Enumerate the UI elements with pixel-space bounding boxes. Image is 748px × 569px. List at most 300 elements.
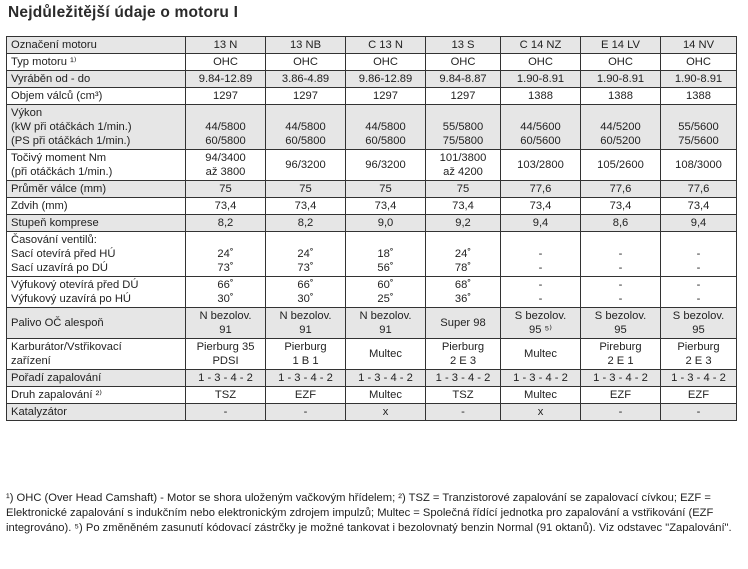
spec-table-body [7, 37, 737, 421]
cell-line: C 14 NZ [519, 39, 562, 51]
cell-line: 1388 [528, 90, 553, 102]
cell-line: - [538, 248, 543, 260]
row-label-line: Výfukový uzavírá po HÚ [11, 293, 132, 305]
row-label [7, 88, 186, 105]
cell-druh-0 [186, 387, 266, 404]
cell-line [503, 233, 578, 247]
row-label-line: Časování ventilů: [11, 234, 97, 246]
cell-line [348, 106, 423, 120]
cell-typ-1 [266, 54, 346, 71]
cell-line: Pireburg [599, 341, 642, 353]
cell-line [583, 106, 658, 120]
table-row-druh [7, 387, 737, 404]
cell-vyfuk-5 [581, 277, 661, 308]
cell-vyraben-5 [581, 71, 661, 88]
cell-objem-6 [661, 88, 737, 105]
cell-line: 75 [299, 183, 312, 195]
row-label-line: Zdvih (mm) [11, 200, 68, 212]
cell-line: TSZ [214, 389, 237, 401]
cell-line: 73,4 [609, 200, 632, 212]
cell-prumer-3 [426, 181, 501, 198]
cell-line: 96/3200 [285, 159, 326, 171]
cell-objem-3 [426, 88, 501, 105]
cell-vyfuk-2 [346, 277, 426, 308]
cell-line: - [696, 293, 701, 305]
cell-line: 55/5600 [678, 121, 719, 133]
cell-line [188, 106, 263, 120]
cell-komprese-0 [186, 215, 266, 232]
cell-moment-5 [581, 150, 661, 181]
cell-header-2 [346, 37, 426, 54]
cell-line: Multec [524, 389, 557, 401]
table-row-prumer [7, 181, 737, 198]
cell-line: 68˚ [454, 279, 472, 291]
row-label [7, 387, 186, 404]
cell-line: 1 - 3 - 4 - 2 [671, 372, 726, 384]
cell-sani-2 [346, 232, 426, 277]
cell-vykon-6 [661, 105, 737, 150]
cell-line: 1 - 3 - 4 - 2 [435, 372, 491, 384]
cell-line: S bezolov. [594, 310, 647, 322]
cell-moment-6 [661, 150, 737, 181]
cell-line: Multec [369, 389, 402, 401]
cell-palivo-4 [501, 308, 581, 339]
cell-moment-2 [346, 150, 426, 181]
cell-line: 105/2600 [597, 159, 644, 171]
row-label-line: (při otáčkách 1/min.) [11, 166, 113, 178]
footnote: ¹) OHC (Over Head Camshaft) - Motor se shora uloženým vačkovým hřídelem; ²) TSZ = Tranzistorové zapalování se zapalovací cívkou; EZF = Elektronické zapalování s indukčním nebo elektronickým zdrojem impulzů; Multec = Společná řídící jednotka pro zapalování a vstřikování (EZF integrováno). ⁵) Po změněném zasunutí kódovací zástrčky je možné tankovat i bezolovnatý benzin Normal (91 oktanů). Viz odstavec "Zapalování". [6, 492, 732, 535]
cell-vyfuk-1 [266, 277, 346, 308]
cell-line: EZF [609, 389, 632, 401]
cell-line: - [696, 279, 701, 291]
cell-objem-5 [581, 88, 661, 105]
table-row-vyraben [7, 71, 737, 88]
cell-prumer-1 [266, 181, 346, 198]
cell-vyraben-2 [346, 71, 426, 88]
cell-line: E 14 LV [601, 39, 640, 51]
row-label [7, 105, 186, 150]
cell-vyfuk-6 [661, 277, 737, 308]
row-label-line: Sací otevírá před HÚ [11, 248, 116, 260]
cell-sani-4 [501, 232, 581, 277]
cell-typ-4 [501, 54, 581, 71]
table-row-komprese [7, 215, 737, 232]
cell-prumer-4 [501, 181, 581, 198]
row-label-line: Katalyzátor [11, 406, 67, 418]
cell-komprese-4 [501, 215, 581, 232]
cell-zdvih-1 [266, 198, 346, 215]
row-label [7, 370, 186, 387]
cell-header-5 [581, 37, 661, 54]
cell-line: 55/5800 [442, 121, 484, 133]
cell-line: 44/5800 [365, 121, 406, 133]
cell-header-3 [426, 37, 501, 54]
row-label [7, 232, 186, 277]
cell-line: 91 [379, 324, 392, 336]
cell-palivo-0 [186, 308, 266, 339]
cell-line: 8,6 [612, 217, 629, 229]
cell-druh-2 [346, 387, 426, 404]
cell-line: 13 N [213, 39, 238, 51]
table-row-header [7, 37, 737, 54]
cell-line: - [618, 262, 623, 274]
cell-line: - [461, 406, 465, 418]
cell-line: 60˚ [377, 279, 394, 291]
row-label-line: Pořadí zapalování [11, 372, 102, 384]
cell-line: 1.90-8.91 [516, 73, 565, 85]
cell-line: 1388 [686, 90, 711, 102]
cell-line: PDSI [212, 355, 239, 367]
cell-line: 1388 [608, 90, 633, 102]
cell-line: 75 [219, 183, 232, 195]
cell-druh-1 [266, 387, 346, 404]
cell-druh-5 [581, 387, 661, 404]
cell-line: Pierburg [284, 341, 327, 353]
cell-header-0 [186, 37, 266, 54]
cell-line: 66˚ [217, 279, 234, 291]
cell-moment-4 [501, 150, 581, 181]
cell-line: 75/5800 [442, 135, 484, 147]
cell-line: x [537, 406, 544, 418]
cell-line: OHC [373, 56, 398, 68]
cell-line: 9.84-8.87 [439, 73, 487, 85]
cell-palivo-2 [346, 308, 426, 339]
cell-line: 2 E 3 [685, 355, 712, 367]
cell-line: 44/5800 [285, 121, 326, 133]
cell-prumer-5 [581, 181, 661, 198]
cell-line: Super 98 [440, 317, 486, 329]
cell-line: 44/5200 [600, 121, 641, 133]
cell-typ-3 [426, 54, 501, 71]
row-label [7, 150, 186, 181]
cell-line: 60/5600 [520, 135, 561, 147]
cell-poradi-5 [581, 370, 661, 387]
cell-zdvih-3 [426, 198, 501, 215]
cell-vyraben-3 [426, 71, 501, 88]
cell-line [428, 233, 498, 247]
row-label [7, 339, 186, 370]
cell-objem-0 [186, 88, 266, 105]
cell-katalyzator-5 [581, 404, 661, 421]
cell-druh-6 [661, 387, 737, 404]
cell-line: 8,2 [297, 217, 314, 229]
cell-line: 56˚ [377, 262, 394, 274]
cell-line: - [618, 406, 623, 418]
cell-line [268, 233, 343, 247]
row-label-line: Průměr válce (mm) [11, 183, 107, 195]
row-label-line: Karburátor/Vstřikovací [11, 341, 122, 353]
row-label-line: Označení motoru [11, 39, 97, 51]
cell-line: - [538, 279, 543, 291]
cell-vykon-3 [426, 105, 501, 150]
cell-line: 1 - 3 - 4 - 2 [358, 372, 413, 384]
cell-line: 108/3000 [675, 159, 722, 171]
cell-typ-2 [346, 54, 426, 71]
cell-vyraben-6 [661, 71, 737, 88]
cell-line: 73,4 [529, 200, 552, 212]
cell-line: Multec [369, 348, 402, 360]
cell-zdvih-5 [581, 198, 661, 215]
row-label [7, 37, 186, 54]
table-row-objem [7, 88, 737, 105]
cell-line: až 4200 [443, 166, 483, 178]
cell-line [663, 233, 734, 247]
cell-line: - [696, 406, 701, 418]
cell-vyfuk-0 [186, 277, 266, 308]
cell-line: 24˚ [454, 248, 472, 260]
cell-line: Multec [524, 348, 557, 360]
cell-line: 73˚ [297, 262, 314, 274]
cell-objem-2 [346, 88, 426, 105]
cell-line: 24˚ [297, 248, 314, 260]
cell-line: 73,4 [687, 200, 710, 212]
cell-karburator-4 [501, 339, 581, 370]
row-label [7, 54, 186, 71]
cell-line: 13 NB [289, 39, 322, 51]
cell-vyraben-4 [501, 71, 581, 88]
table-row-moment [7, 150, 737, 181]
cell-line: 60/5800 [365, 135, 406, 147]
cell-moment-3 [426, 150, 501, 181]
cell-moment-1 [266, 150, 346, 181]
cell-line: 73˚ [217, 262, 234, 274]
row-label-line: zařízení [11, 355, 51, 367]
cell-karburator-1 [266, 339, 346, 370]
cell-vykon-1 [266, 105, 346, 150]
row-label-line: Typ motoru ¹⁾ [11, 56, 77, 68]
row-label-line: (kW při otáčkách 1/min.) [11, 121, 132, 133]
cell-line: OHC [608, 56, 633, 68]
cell-line: - [303, 406, 308, 418]
cell-line: 101/3800 [439, 152, 487, 164]
cell-line: 44/5800 [205, 121, 246, 133]
cell-line: 30˚ [297, 293, 314, 305]
cell-line: 73,4 [214, 200, 237, 212]
cell-line: 1.90-8.91 [674, 73, 723, 85]
cell-line: 30˚ [217, 293, 234, 305]
cell-line: 3.86-4.89 [281, 73, 330, 85]
cell-line [188, 233, 263, 247]
cell-line: 77,6 [687, 183, 710, 195]
cell-line: 1297 [213, 90, 238, 102]
cell-line: 66˚ [297, 279, 314, 291]
cell-line: OHC [450, 56, 476, 68]
cell-moment-0 [186, 150, 266, 181]
cell-line: OHC [686, 56, 711, 68]
cell-palivo-1 [266, 308, 346, 339]
cell-line: Pierburg [441, 341, 485, 353]
table-row-sani [7, 232, 737, 277]
cell-palivo-5 [581, 308, 661, 339]
cell-line: 2 E 1 [607, 355, 634, 367]
cell-line: 18˚ [377, 248, 394, 260]
cell-line: N bezolov. [359, 310, 412, 322]
cell-line: 1 - 3 - 4 - 2 [593, 372, 648, 384]
cell-line: 36˚ [454, 293, 472, 305]
cell-line: 77,6 [529, 183, 552, 195]
cell-line: 1 - 3 - 4 - 2 [513, 372, 568, 384]
cell-sani-6 [661, 232, 737, 277]
table-row-palivo [7, 308, 737, 339]
cell-prumer-0 [186, 181, 266, 198]
cell-header-6 [661, 37, 737, 54]
table-row-vyfuk [7, 277, 737, 308]
cell-line: 60/5800 [205, 135, 246, 147]
cell-poradi-1 [266, 370, 346, 387]
row-label-line: Druh zapalování ²⁾ [11, 389, 103, 401]
page-title: Nejdůležitější údaje o motoru I [8, 4, 239, 21]
cell-palivo-3 [426, 308, 501, 339]
cell-line: 94/3400 [205, 152, 246, 164]
cell-line: - [618, 248, 623, 260]
cell-line: 103/2800 [517, 159, 564, 171]
cell-line: až 3800 [205, 166, 246, 178]
cell-line: S bezolov. [672, 310, 725, 322]
cell-line: 95 [692, 324, 705, 336]
cell-line: 1297 [450, 90, 476, 102]
cell-palivo-6 [661, 308, 737, 339]
cell-vyfuk-3 [426, 277, 501, 308]
cell-zdvih-4 [501, 198, 581, 215]
cell-line: 78˚ [454, 262, 472, 274]
row-label [7, 215, 186, 232]
cell-line: - [696, 262, 701, 274]
cell-header-1 [266, 37, 346, 54]
row-label [7, 181, 186, 198]
row-label-line: Točivý moment Nm [11, 152, 107, 164]
cell-zdvih-2 [346, 198, 426, 215]
cell-line: 1 - 3 - 4 - 2 [278, 372, 333, 384]
row-label-line: Stupeň komprese [11, 217, 99, 229]
cell-line [663, 106, 734, 120]
cell-line: 75 [379, 183, 392, 195]
cell-line: 1.90-8.91 [596, 73, 645, 85]
cell-line: 44/5600 [520, 121, 561, 133]
cell-objem-4 [501, 88, 581, 105]
cell-line: 1 - 3 - 4 - 2 [198, 372, 253, 384]
cell-vykon-2 [346, 105, 426, 150]
cell-line: 60/5800 [285, 135, 326, 147]
cell-line: 1297 [373, 90, 398, 102]
cell-sani-1 [266, 232, 346, 277]
cell-line: 9,2 [455, 217, 471, 229]
cell-line: OHC [213, 56, 238, 68]
cell-line: - [696, 248, 701, 260]
cell-typ-5 [581, 54, 661, 71]
cell-line: 24˚ [217, 248, 234, 260]
cell-line [428, 106, 498, 120]
cell-line: OHC [528, 56, 553, 68]
cell-line: 9,4 [532, 217, 549, 229]
cell-line: 73,4 [294, 200, 317, 212]
cell-vyraben-0 [186, 71, 266, 88]
cell-prumer-6 [661, 181, 737, 198]
row-label-line: (PS při otáčkách 1/min.) [11, 135, 131, 147]
cell-line: 75/5600 [678, 135, 719, 147]
row-label-line: Vyráběn od - do [11, 73, 91, 85]
cell-line: 91 [219, 324, 232, 336]
cell-poradi-0 [186, 370, 266, 387]
cell-line: 9,4 [690, 217, 707, 229]
cell-line: 91 [299, 324, 312, 336]
cell-sani-3 [426, 232, 501, 277]
cell-typ-6 [661, 54, 737, 71]
cell-objem-1 [266, 88, 346, 105]
cell-komprese-3 [426, 215, 501, 232]
cell-line [503, 106, 578, 120]
cell-komprese-6 [661, 215, 737, 232]
row-label [7, 404, 186, 421]
cell-line: 9,0 [377, 217, 394, 229]
cell-poradi-6 [661, 370, 737, 387]
cell-line: 14 NV [682, 39, 715, 51]
cell-line: N bezolov. [279, 310, 332, 322]
cell-vyfuk-4 [501, 277, 581, 308]
cell-line: 75 [456, 183, 470, 195]
cell-karburator-6 [661, 339, 737, 370]
cell-line: 95 ⁵⁾ [529, 324, 552, 336]
cell-poradi-4 [501, 370, 581, 387]
cell-line [268, 106, 343, 120]
cell-komprese-1 [266, 215, 346, 232]
cell-katalyzator-6 [661, 404, 737, 421]
cell-line: 13 S [451, 39, 475, 51]
cell-poradi-3 [426, 370, 501, 387]
cell-prumer-2 [346, 181, 426, 198]
cell-line: S bezolov. [514, 310, 567, 322]
table-row-karburator [7, 339, 737, 370]
cell-katalyzator-4 [501, 404, 581, 421]
row-label [7, 71, 186, 88]
cell-header-4 [501, 37, 581, 54]
cell-katalyzator-1 [266, 404, 346, 421]
cell-katalyzator-0 [186, 404, 266, 421]
cell-line: 9.86-12.89 [358, 73, 413, 85]
row-label [7, 277, 186, 308]
cell-line: 9.84-12.89 [198, 73, 253, 85]
cell-line: 8,2 [217, 217, 234, 229]
cell-zdvih-0 [186, 198, 266, 215]
row-label-line: Palivo OČ alespoň [11, 317, 104, 329]
cell-line [348, 233, 423, 247]
table-row-vykon [7, 105, 737, 150]
cell-line: 95 [614, 324, 627, 336]
cell-line: N bezolov. [199, 310, 252, 322]
cell-line: - [538, 262, 543, 274]
cell-karburator-5 [581, 339, 661, 370]
cell-line: 1 B 1 [292, 355, 319, 367]
cell-line [583, 233, 658, 247]
cell-druh-4 [501, 387, 581, 404]
cell-line: 2 E 3 [449, 355, 477, 367]
table-row-poradi [7, 370, 737, 387]
cell-line: - [538, 293, 543, 305]
cell-line: Pierburg 35 [196, 341, 255, 353]
row-label-line: Výkon [11, 107, 43, 119]
cell-vyraben-1 [266, 71, 346, 88]
cell-katalyzator-3 [426, 404, 501, 421]
cell-line: EZF [294, 389, 317, 401]
cell-sani-0 [186, 232, 266, 277]
row-label-line: Objem válců (cm³) [11, 90, 103, 102]
cell-karburator-2 [346, 339, 426, 370]
cell-typ-0 [186, 54, 266, 71]
cell-druh-3 [426, 387, 501, 404]
cell-karburator-0 [186, 339, 266, 370]
cell-line: 77,6 [609, 183, 632, 195]
cell-line: 25˚ [377, 293, 394, 305]
cell-vykon-5 [581, 105, 661, 150]
